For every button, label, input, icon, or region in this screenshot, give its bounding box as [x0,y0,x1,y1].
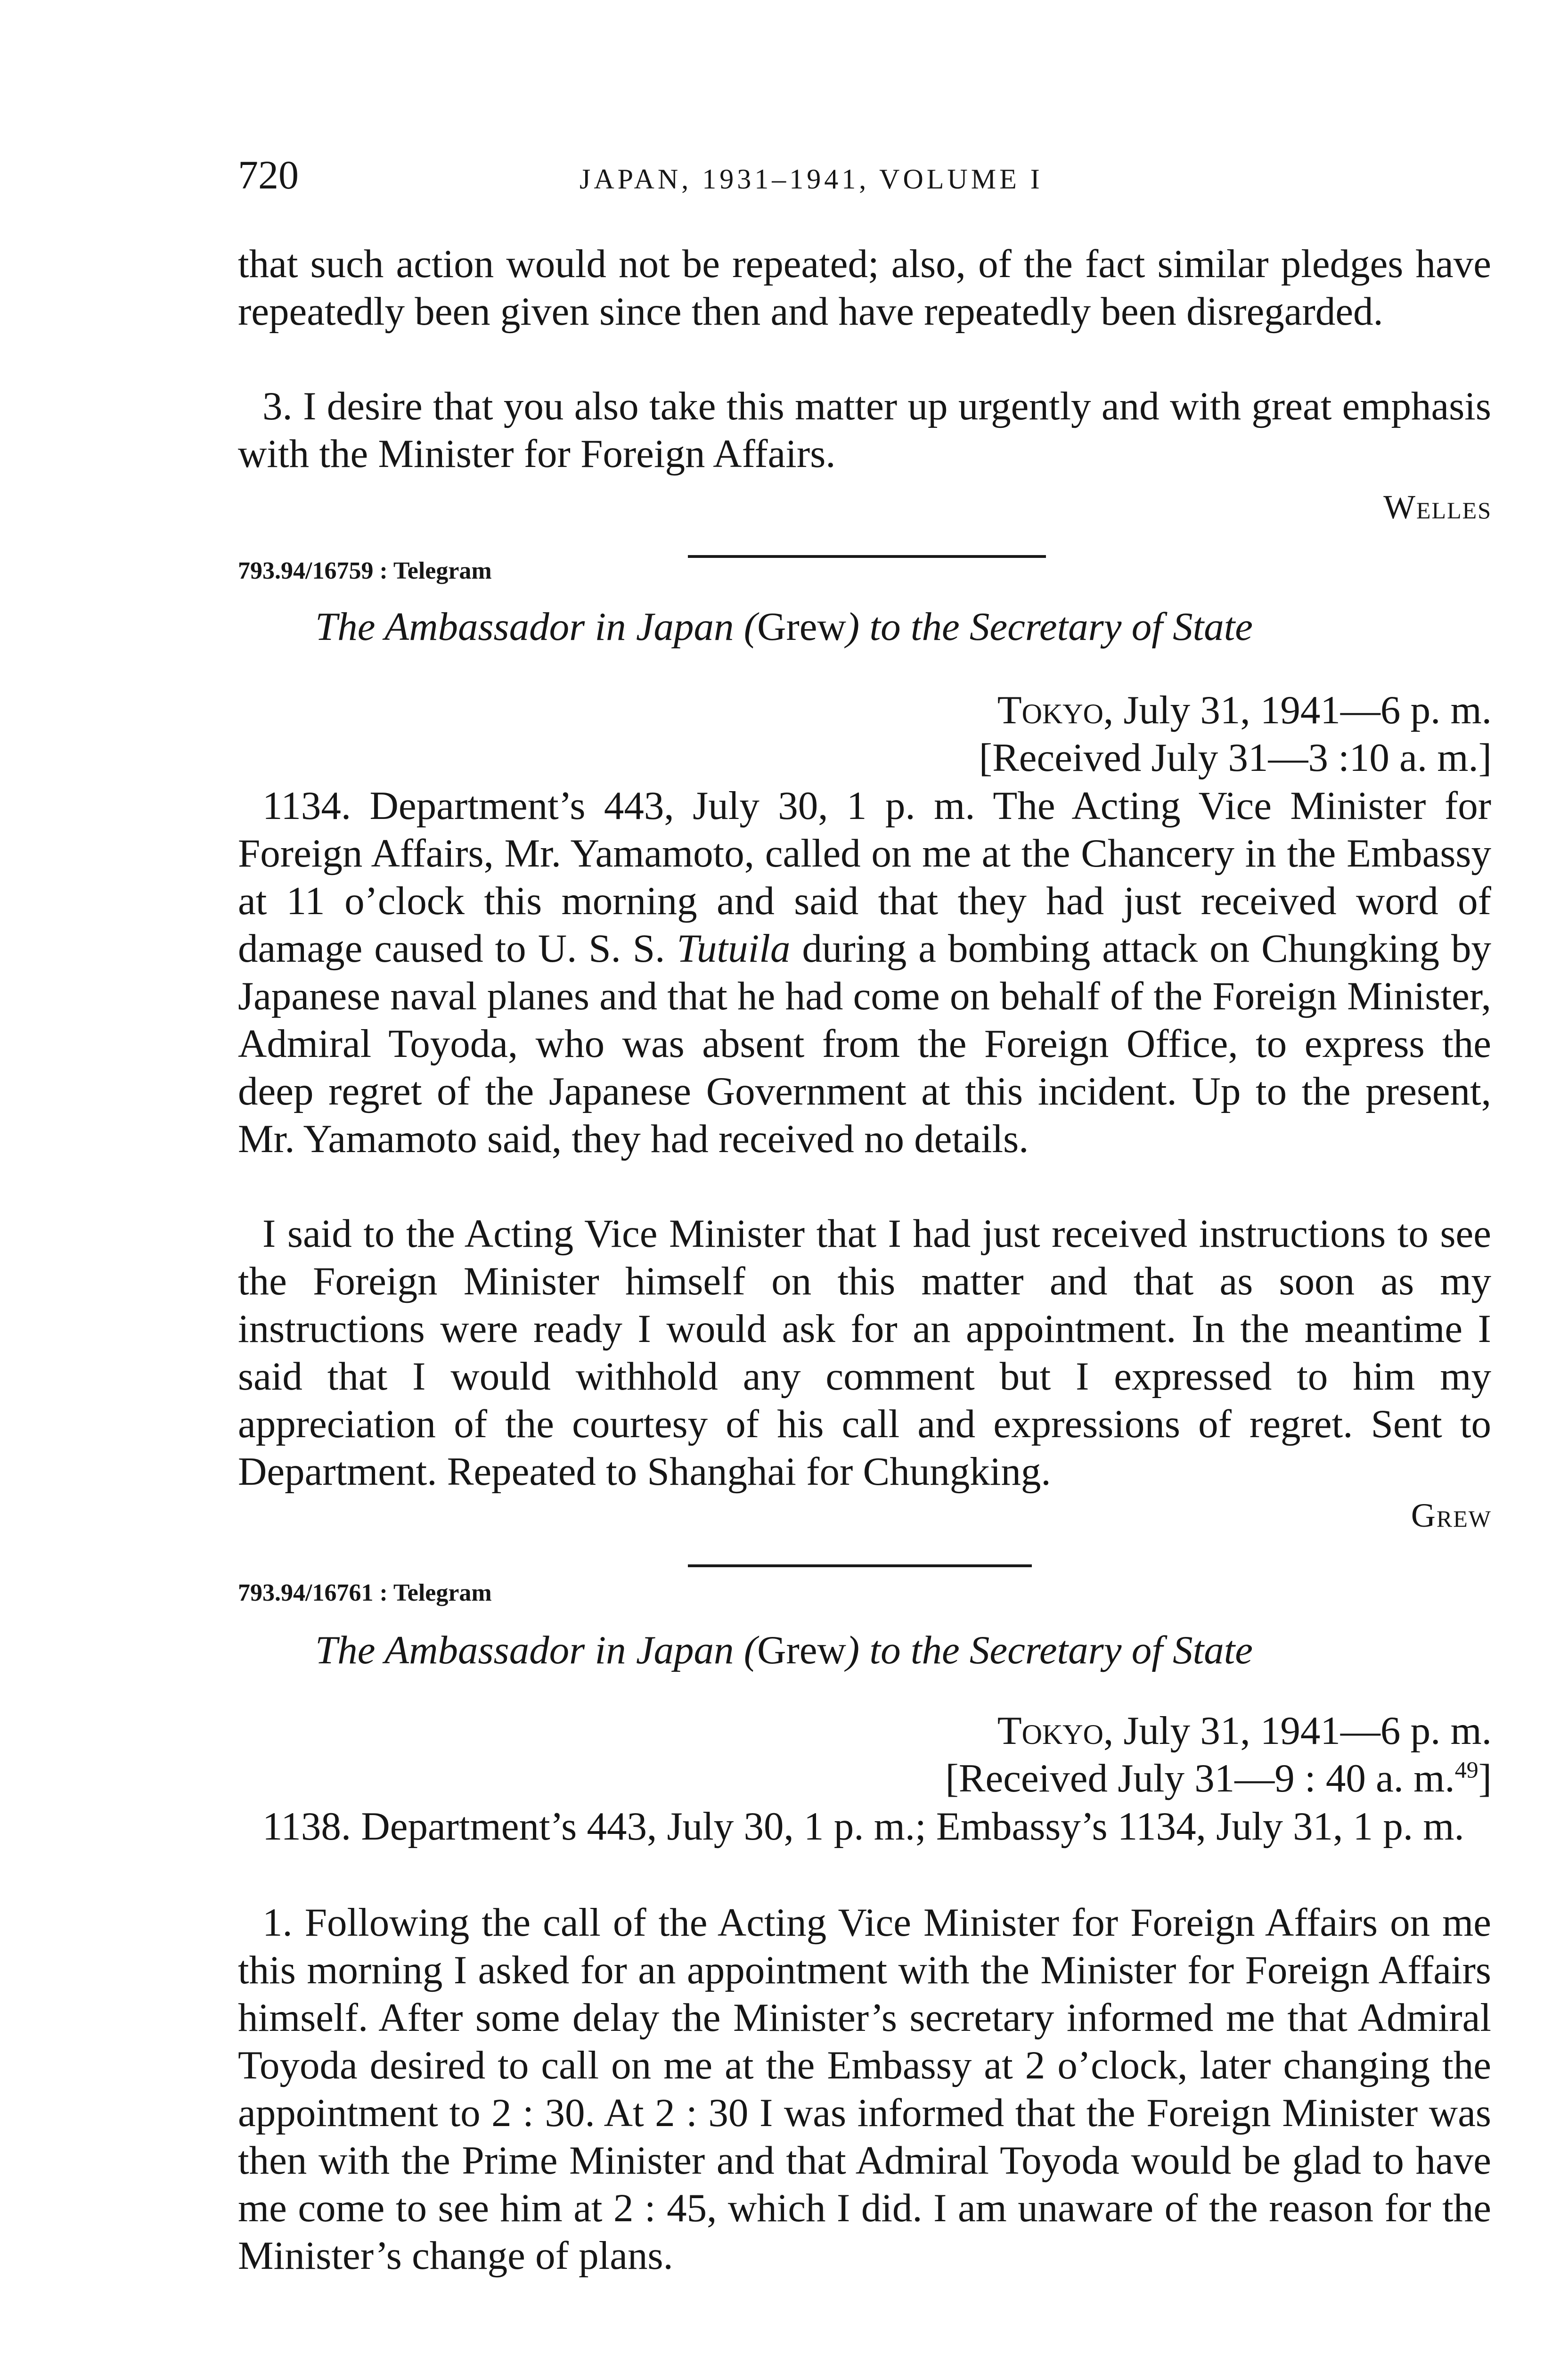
received-text: [Received July 31—9 : 40 a. m. [945,1756,1455,1800]
section-divider [688,1564,1032,1567]
received-text: ] [1478,1756,1492,1800]
page-number: 720 [238,152,299,197]
dateline-rest: , July 31, 1941—6 p. m. [1103,688,1492,732]
heading-name: Grew [757,1628,846,1672]
heading-post: ) to the Secretary of State [846,605,1253,649]
dateline-place: Tokyo [997,1709,1103,1753]
running-title: JAPAN, 1931–1941, VOLUME I [580,164,1043,195]
telegram-paragraph-response: I said to the Acting Vice Minister that I had just received instructions to see the Foreign Minister himself on this matter and that as soon as my instructions were ready I would ask for an appointment. In the meantime I said that I would withhold any comment but I expressed to him my appreciation of the courtesy of his call and expressions of regret. Sent to Department. Repeated to Shanghai for Chungking. [238,1211,1491,1494]
telegram-heading-16761 [0,1630,1568,1670]
continuation-paragraph: that such action would not be repeated; also, of the fact similar pledges have repeatedly been given since then and have repeatedly been disregarded. [238,242,1491,334]
ship-name: Tutuila [677,926,791,971]
file-reference-16759: 793.94/16759 : Telegram [238,557,492,584]
telegram-heading-16759 [0,607,1568,647]
dateline-16761 [997,1707,1492,1755]
heading-name: Grew [757,605,846,649]
received-line-16759: [Received July 31—3 :10 a. m.] [979,736,1492,780]
file-reference-16761: 793.94/16761 : Telegram [238,1579,492,1606]
continuation-paragraph-point-3: 3. I desire that you also take this matter up urgently and with great emphasis with the Minister for Foreign Affairs. [238,384,1491,476]
telegram-paragraph-point-1: 1. Following the call of the Acting Vice Minister for Foreign Affairs on me this morning I asked for an appointment with the Minister for Foreign Affairs himself. After some delay the Minister’s secretary informed me that Admiral Toyoda desired to call on me at the Embassy at 2 o’clock, later changing the appointment to 2 : 30. At 2 : 30 I was informed that the Foreign Minister was then with the Prime Minister and that Admiral Toyoda would be glad to have me come to see him at 2 : 45, which I did. I am unaware of the reason for the Minister’s change of plans. [238,1900,1491,2278]
footnote-reference: 49 [1454,1756,1478,1783]
heading-pre: The Ambassador in Japan ( [315,605,758,649]
dateline-16759 [997,687,1492,734]
heading-post: ) to the Secretary of State [846,1628,1253,1672]
signature-welles: Welles [1383,488,1492,526]
received-line-16761 [946,1755,1492,1802]
dateline-rest: , July 31, 1941—6 p. m. [1103,1709,1492,1753]
heading-pre: The Ambassador in Japan ( [315,1628,758,1672]
signature-grew: Grew [1411,1497,1492,1534]
telegram-paragraph-1138: 1138. Department’s 443, July 30, 1 p. m.; Embassy’s 1134, July 31, 1 p. m. [262,1804,1464,1849]
paragraph-text: during a bombing attack on Chungking by Japanese naval planes and that he had come on behalf of the Foreign Minister, Admiral Toyoda, who was absent from the Foreign Office, to express the deep regret of the Japanese Government at this incident. Up to the present, Mr. Yamamoto said, they had received no details. [238,926,1491,1161]
dateline-place: Tokyo [997,688,1103,732]
section-divider [688,555,1046,558]
paragraph-text: 1134. Department’s 443, July 30, 1 p. m. The Acting Vice Minister for Foreign Affairs, Mr. Yamamoto, called on me at the Chancery in the Embassy at 11 o’clock this morning and said that they had just received word of damage caused to U. S. S. [238,784,1491,971]
telegram-paragraph-1134 [238,782,1491,1163]
